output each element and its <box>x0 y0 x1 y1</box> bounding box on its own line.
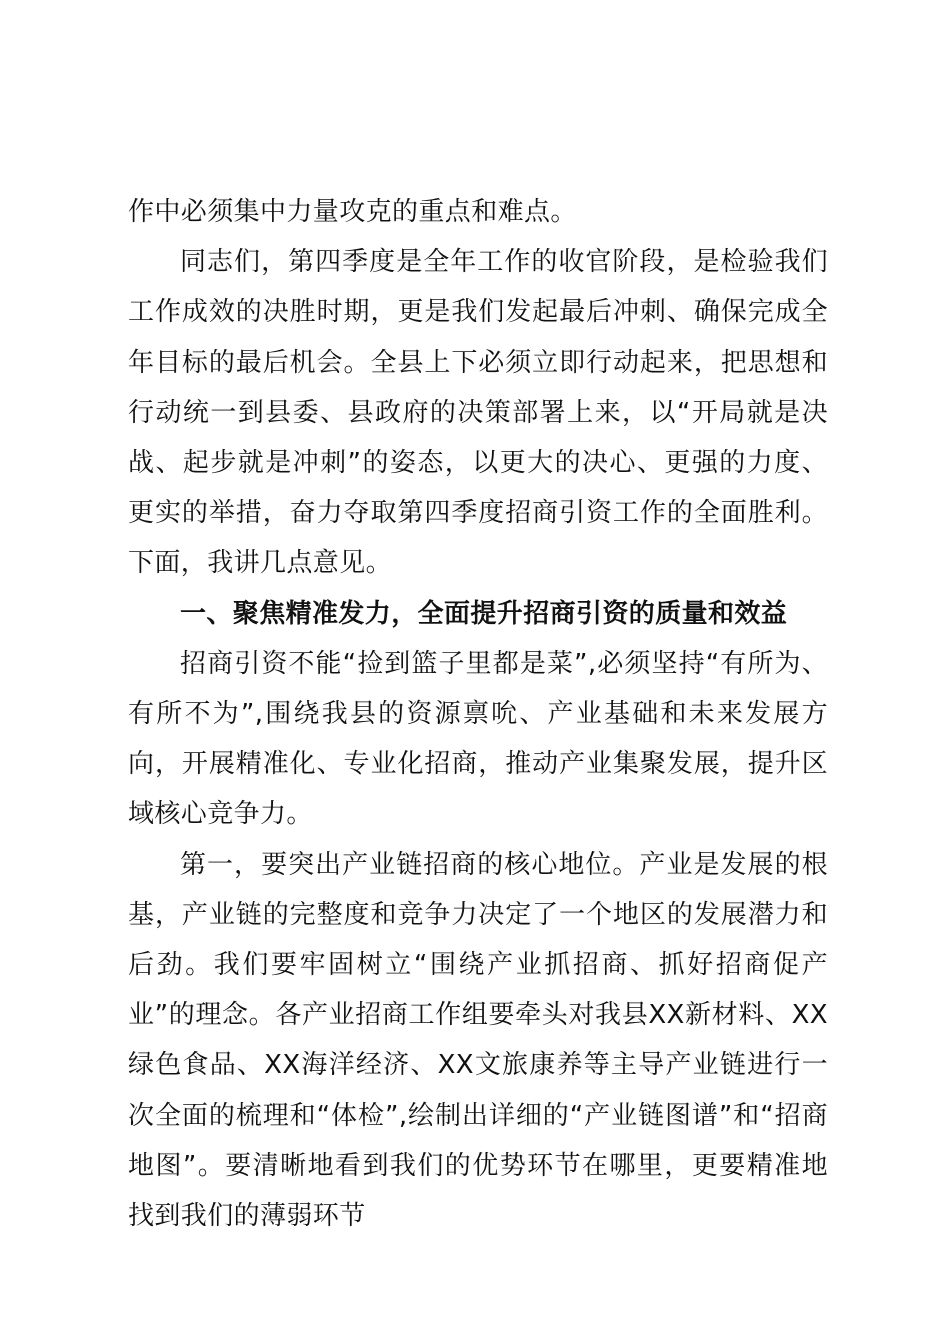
paragraph-precision-investment: 招商引资不能“捡到篮子里都是菜”,必须坚持“有所为、有所不为”,围绕我县的资源禀吮、产业基础和未来发展方向，开展精准化、专业化招商，推动产业集聚发展，提升区域核心竞争力。 <box>128 648 828 830</box>
paragraph-industry-chain: 第一，要突出产业链招商的核心地位。产业是发展的根基，产业链的完整度和竞争力决定了一个地区的发展潜力和后劲。我们要牢固树立“围绕产业抓招商、抓好招商促产业”的理念。各产业招商工作组要牵头对我县XX新材料、XX绿色食品、XX海洋经济、XX文旅康养等主导产业链进行一次全面的梳理和“体检”,绘制出详细的“产业链图谱”和“招商地图”。要清晰地看到我们的优势环节在哪里，更要精准地找到我们的薄弱环节 <box>128 849 828 1232</box>
paragraph-continuation: 作中必须集中力量攻克的重点和难点。 <box>128 197 577 227</box>
document-body <box>128 187 828 1241</box>
paragraph-q4-importance: 同志们，第四季度是全年工作的收官阶段，是检验我们工作成效的决胜时期，更是我们发起最后冲刺、确保完成全年目标的最后机会。全县上下必须立即行动起来，把思想和行动统一到县委、县政府的决策部署上来，以“开局就是决战、起步就是冲刺”的姿态，以更大的决心、更强的力度、更实的举措，奋力夺取第四季度招商引资工作的全面胜利。下面，我讲几点意见。 <box>128 247 828 579</box>
section-heading-1: 一、聚焦精准发力，全面提升招商引资的质量和效益 <box>180 598 788 629</box>
